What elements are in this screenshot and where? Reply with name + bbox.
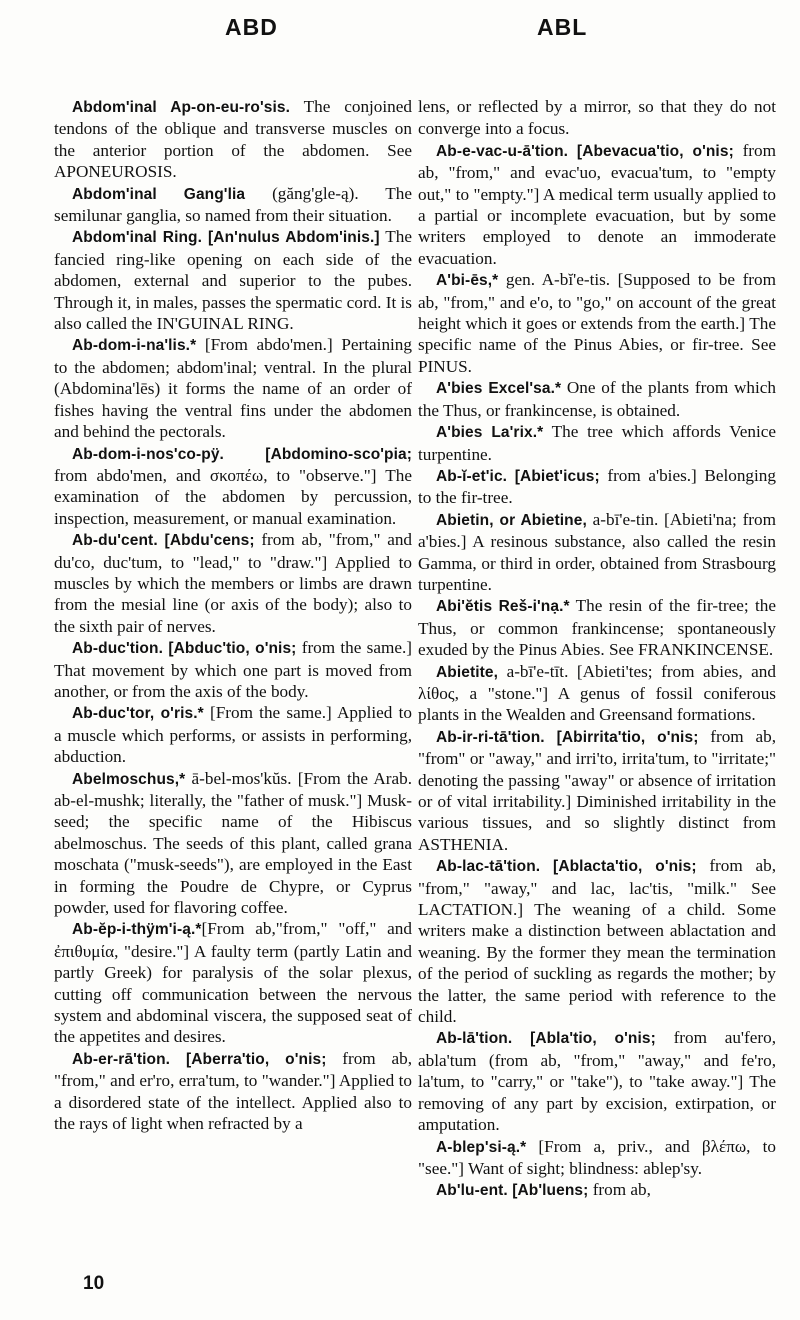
right-column: [418, 96, 776, 1202]
entry-text: from ab, "from" or "away," and irri'to, irrita'tum, to "irritate;" denoting the passing "away" or absence of irritation or of vital irritability.] Diminished irritability in the various tissues, and so slightly distinct from ASTHENIA.: [418, 726, 776, 854]
entry-text: [From abdo'men.] Pertaining to the abdomen; abdom'inal; ventral. In the plural (Abdomina'lēs) it forms the name of an order of fishes having the ventral fins under the abdomen and behind the pectorals.: [54, 335, 412, 442]
entry-headword: A'bies La'rix.*: [436, 424, 544, 442]
entry-text: from abdo'men, and σκοπέω, to "observe."] The examination of the abdomen by percussion, inspection, measurement, or manual examination.: [54, 465, 412, 528]
entry-text: from ab, "from," and er'ro, erra'tum, to "wander."] Applied to a disordered state of the intellect. Applied also to the rays of light when refracted by a: [54, 1048, 412, 1134]
entry-headword: Abelmoschus,*: [72, 770, 186, 788]
dictionary-entry: [418, 269, 776, 377]
dictionary-entry: [418, 855, 776, 1027]
entry-headword: Ab-ĕp-i-thÿm'i-ą.*: [72, 921, 202, 939]
left-column: [54, 96, 412, 1135]
entry-text: gen. A-bĭ'e-tis. [Supposed to be from ab, "from," and e'o, to "go," on account of the great height which it goes or extends from the earth.] The specific name of the Pinus Abies, or fir-tree. See PINUS.: [418, 270, 776, 376]
entry-headword: Ab-lac-tā'tion. [Ablacta'tio, o'nis;: [436, 858, 697, 876]
dictionary-entry: [418, 377, 776, 421]
entry-text: The resin of the fir-tree; the Thus, or common frankincense; spontaneously exuded by the Pinus Abies. See FRANKINCENSE.: [418, 596, 776, 660]
entry-headword: A-blep'si-ą.*: [436, 1138, 527, 1156]
entry-headword: Ab-dom-i-nos'co-pÿ. [Abdomino-sco'pia;: [72, 445, 412, 463]
entry-text: The tree which affords Venice turpentine.: [418, 422, 776, 464]
dictionary-entry: [418, 421, 776, 465]
dictionary-entry: [54, 529, 412, 637]
entry-headword: Ab-er-rā'tion. [Aberra'tio, o'nis;: [72, 1050, 327, 1068]
running-head-right: ABL: [537, 14, 588, 40]
entry-text: from ab, "from," and du'co, duc'tum, to "lead," to "draw."] Applied to muscles by which the members or limbs are drawn from the mesial line (or axis of the body); also to the sixth pair of nerves.: [54, 530, 413, 636]
dictionary-entry: [54, 334, 412, 442]
entry-text: ā-bel-mos'kŭs. [From the Arab. ab-el-mushk; literally, the "father of musk."] Musk-seed; the specific name of the Hibiscus abelmoschus. The seeds of this plant, called grana moschata ("musk-seeds"), are employed in the East in forming the Poudre de Chypre, or Cyprus powder, used for flavoring coffee.: [54, 768, 412, 918]
entry-headword: A'bies Excel'sa.*: [436, 380, 562, 398]
dictionary-entry: [418, 595, 776, 660]
dictionary-entry: [418, 140, 776, 269]
dictionary-entry: [54, 226, 412, 334]
dictionary-entry: [54, 96, 412, 183]
entry-headword: Abietite,: [436, 663, 499, 681]
entry-text: One of the plants from which the Thus, or frankincense, is obtained.: [418, 378, 777, 420]
dictionary-entry: [54, 702, 412, 767]
entry-headword: Abdom'inal Ring. [An'nulus Abdom'inis.]: [72, 229, 380, 247]
dictionary-entry: [418, 509, 776, 596]
dictionary-entry: [418, 1136, 776, 1180]
dictionary-entry: [418, 1027, 776, 1135]
entry-headword: A'bi-ēs,*: [436, 272, 499, 290]
dictionary-entry: [418, 465, 776, 509]
entry-headword: Ab-duc'tion. [Abduc'tio, o'nis;: [72, 640, 297, 658]
dictionary-entry-continued: [418, 96, 776, 140]
entry-text: from ab, "from," "away," and lac, lac'tis, "milk." See LACTATION.] The weaning of a child. Some writers make a distinction between ablactation and weaning. By the former they mean the termination of the period of suckling as regards the mother; by the latter, the same period with reference to the child.: [418, 856, 776, 1027]
entry-headword: Ab-duc'tor, o'ris.*: [72, 705, 204, 723]
running-head: [0, 14, 800, 48]
entry-text: The conjoined tendons of the oblique and transverse muscles on the anterior portion of the abdomen. See APONEUROSIS.: [54, 97, 412, 182]
dictionary-entry: [54, 443, 412, 530]
entry-text: from ab, "from," and evac'uo, evacua'tum, to "empty out," to "empty."] A medical term usually applied to a partial or incomplete evacuation, but by some writers employed to denote an immoderate evacuation.: [418, 140, 776, 268]
dictionary-entry: [418, 1179, 776, 1201]
dictionary-entry: [54, 918, 412, 1047]
entry-headword: Abietin, or Abietine,: [436, 511, 587, 529]
entry-text: from a'bies.] Belonging to the fir-tree.: [418, 465, 776, 508]
entry-headword: Ab-du'cent. [Abdu'cens;: [72, 532, 255, 550]
entry-text: [From a, priv., and βλέπω, to "see."] Want of sight; blindness: ablep'sy.: [418, 1136, 776, 1178]
entry-headword: Abdom'inal Gang'lia: [72, 185, 246, 203]
entry-text: a-bī'e-tīt. [Abieti'tes; from abies, and λίθος, a "stone."] A genus of fossil coniferous plants in the Wealden and Greensand formations.: [418, 661, 776, 725]
entry-text: lens, or reflected by a mirror, so that they do not converge into a focus.: [418, 97, 776, 139]
entry-headword: Ab-ir-ri-tā'tion. [Abirrita'tio, o'nis;: [436, 728, 699, 746]
dictionary-entry: [54, 768, 412, 919]
entry-headword: Ab'lu-ent. [Ab'luens;: [436, 1182, 589, 1200]
entry-text: from the same.] That movement by which one part is moved from another, or from the axis of the body.: [54, 638, 412, 701]
entry-headword: Ab-ĭ-et'ic. [Abiet'icus;: [436, 467, 600, 485]
entry-headword: Abi'ĕtis Reš-i'nạ.*: [436, 598, 570, 616]
entry-text: a-bī'e-tin. [Abieti'na; from a'bies.] A resinous substance, also called the resin Gamma, or third in order, obtained from Strasbourg turpentine.: [418, 509, 776, 594]
entry-text: from ab,: [588, 1180, 651, 1200]
dictionary-entry: [54, 637, 412, 702]
entry-text: (găng'gle-ą). The semilunar ganglia, so named from their situation.: [54, 183, 412, 226]
page-number: 10: [83, 1273, 105, 1294]
entry-text: from au'fero, abla'tum (from ab, "from," "away," and fe'ro, la'tum, to "carry," or "take"), to "take away."] The removing of any part by excision, extirpation, or amputation.: [418, 1028, 776, 1135]
dictionary-entry: [54, 183, 412, 227]
entry-headword: Abdom'inal Ap-on-eu-ro'sis.: [72, 99, 291, 116]
running-head-left: ABD: [225, 14, 278, 40]
dictionary-entry: [418, 661, 776, 726]
dictionary-entry: [54, 1048, 412, 1135]
entry-text: [From the same.] Applied to a muscle which performs, or assists in performing, abduction.: [54, 703, 412, 767]
entry-headword: Ab-e-vac-u-ā'tion. [Abevacua'tio, o'nis;: [436, 142, 734, 160]
entry-headword: Ab-lā'tion. [Abla'tio, o'nis;: [436, 1030, 656, 1048]
entry-text: [From ab,"from," "off," and ἐπιθυμία, "desire."] A faulty term (partly Latin and partly Greek) for paralysis of the solar plexus, cutting off communication between the nervous system and abdominal viscera, the supposed seat of the appetites and desires.: [54, 919, 412, 1047]
dictionary-entry: [418, 726, 776, 855]
entry-headword: Ab-dom-i-na'lis.*: [72, 337, 197, 355]
entry-text: The fancied ring-like opening on each side of the abdomen, external and superior to the pubes. Through it, in males, passes the spermatic cord. It is also called the IN'GUINAL RING.: [54, 227, 412, 334]
